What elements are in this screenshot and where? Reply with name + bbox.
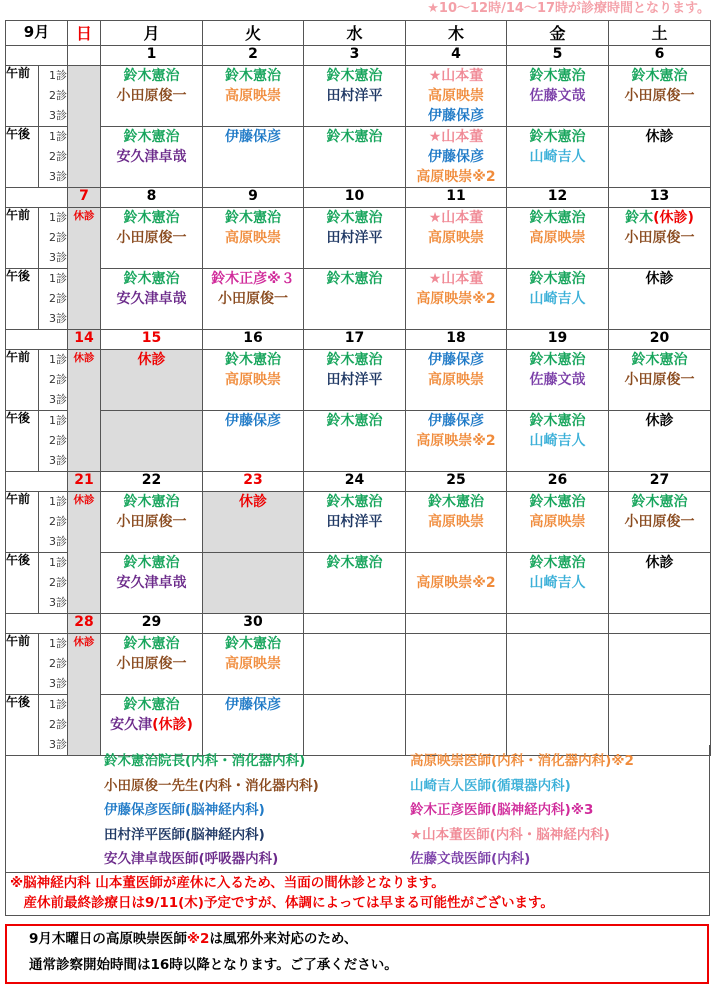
doctor-entry: 田村洋平 xyxy=(326,514,383,530)
schedule-cell-am xyxy=(406,208,507,269)
schedule-cell-am xyxy=(101,208,203,269)
doctor-entry: 鈴木憲治 xyxy=(123,210,180,226)
slot-label: 1診 xyxy=(49,495,67,508)
date-row xyxy=(6,188,711,208)
schedule-cell-am xyxy=(507,350,609,411)
schedule-calendar xyxy=(5,20,711,756)
pm-slot-labels xyxy=(39,127,68,188)
date-cell: 8 xyxy=(101,188,203,208)
notice-line-1 xyxy=(7,926,707,952)
doctor-entry: 鈴木憲治 xyxy=(631,68,688,84)
slot-label: 2診 xyxy=(49,292,67,305)
schedule-cell-pm xyxy=(507,411,609,472)
date-row-label xyxy=(6,46,68,66)
date-row xyxy=(6,330,711,350)
doctor-entry: 鈴木憲治 xyxy=(529,271,586,287)
slot-label: 2診 xyxy=(49,434,67,447)
schedule-cell-am xyxy=(101,350,203,411)
slot-label: 1診 xyxy=(49,130,67,143)
weekday-sun: 日 xyxy=(68,21,101,46)
date-row xyxy=(6,46,711,66)
legend-left-column xyxy=(104,749,319,872)
date-cell: 18 xyxy=(406,330,507,350)
schedule-cell-am xyxy=(203,492,304,553)
date-cell: 29 xyxy=(101,614,203,634)
slot-label: 3診 xyxy=(49,535,67,548)
notice-line-2: 通常診察開始時間は16時以降となります。ご了承ください。 xyxy=(29,957,398,973)
doctor-entry: 鈴木憲治 xyxy=(225,352,281,368)
doctor-entry: ★山本董 xyxy=(428,129,484,145)
maternity-notice-line-1: ※脳神経内科 山本董医師が産休に入るため、当面の間休診となります。 xyxy=(10,875,445,891)
legend-item: 佐藤文哉医師(内科) xyxy=(410,851,531,867)
am-label: 午前 xyxy=(6,66,39,127)
schedule-cell-pm xyxy=(406,269,507,330)
doctor-entry: 鈴木憲治 xyxy=(123,697,180,713)
fever-clinic-notice xyxy=(5,924,709,984)
am-slot-labels xyxy=(39,350,68,411)
pm-row xyxy=(6,127,711,188)
doctor-entry: 伊藤保彦 xyxy=(428,108,484,124)
sunday-closed-cell xyxy=(68,66,101,188)
schedule-cell-am xyxy=(406,492,507,553)
schedule-cell-pm xyxy=(507,553,609,614)
doctor-entry xyxy=(406,553,506,573)
doctor-entry: 鈴木憲治 xyxy=(529,352,586,368)
doctor-entry: 高原映崇※2 xyxy=(416,433,496,449)
slot-label: 1診 xyxy=(49,353,67,366)
date-cell: 24 xyxy=(304,472,406,492)
doctor-entry: 鈴木憲治 xyxy=(326,555,383,571)
doctor-name: 鈴木 xyxy=(625,210,654,226)
doctor-entry: 田村洋平 xyxy=(326,230,383,246)
pm-label: 午後 xyxy=(6,411,39,472)
doctor-entry: 高原映崇 xyxy=(428,514,484,530)
doctor-entry: 鈴木憲治 xyxy=(529,413,586,429)
doctor-entry: 休診 xyxy=(645,413,674,429)
schedule-cell-pm xyxy=(507,127,609,188)
doctor-entry: 山崎吉人 xyxy=(529,291,586,307)
date-cell: 1 xyxy=(101,46,203,66)
date-cell xyxy=(507,614,609,634)
schedule-cell-am xyxy=(406,634,507,695)
slot-label: 1診 xyxy=(49,556,67,569)
doctor-entry: 休診 xyxy=(645,555,674,571)
schedule-cell-am xyxy=(609,208,711,269)
doctor-entry: 鈴木憲治 xyxy=(225,636,281,652)
doctor-entry: 小田原俊一 xyxy=(624,372,695,388)
date-cell: 4 xyxy=(406,46,507,66)
sunday-closed-cell: 休診 xyxy=(68,208,101,330)
legend-item: 高原映崇医師(内科・消化器内科)※2 xyxy=(410,753,634,769)
date-cell xyxy=(304,614,406,634)
slot-label: 2診 xyxy=(49,150,67,163)
schedule-cell-am xyxy=(203,634,304,695)
date-cell: 3 xyxy=(304,46,406,66)
doctor-entry: 鈴木憲治 xyxy=(123,129,180,145)
slot-label: 1診 xyxy=(49,211,67,224)
slot-label: 3診 xyxy=(49,596,67,609)
schedule-cell-am xyxy=(609,66,711,127)
am-row xyxy=(6,634,711,695)
date-cell: 23 xyxy=(203,472,304,492)
doctor-entry: 高原映崇 xyxy=(428,230,484,246)
maternity-notice-line-2: 産休前最終診療日は9/11(木)予定ですが、体調によっては早まる可能性がございます。 xyxy=(10,895,554,911)
schedule-cell-am xyxy=(507,492,609,553)
schedule-cell-am xyxy=(203,66,304,127)
doctor-entry: 伊藤保彦 xyxy=(225,413,281,429)
legend-item: 鈴木正彦医師(脳神経内科)※3 xyxy=(410,802,594,818)
doctor-entry: 高原映崇 xyxy=(225,88,281,104)
date-cell: 11 xyxy=(406,188,507,208)
schedule-cell-pm xyxy=(406,553,507,614)
date-cell: 22 xyxy=(101,472,203,492)
doctor-entry: 鈴木正彦※３ xyxy=(211,271,295,287)
doctor-entry: ★山本董 xyxy=(428,68,484,84)
notice-line-1-mark: ※2 xyxy=(186,931,210,947)
doctor-entry: 鈴木憲治 xyxy=(326,68,383,84)
doctor-entry: 鈴木憲治 xyxy=(326,210,383,226)
schedule-cell-pm xyxy=(406,411,507,472)
doctor-entry: 高原映崇 xyxy=(428,88,484,104)
doctor-entry: 伊藤保彦 xyxy=(225,129,281,145)
sunday-closed-cell: 休診 xyxy=(68,350,101,472)
doctor-entry: 佐藤文哉 xyxy=(529,88,586,104)
doctor-entry: 鈴木憲治 xyxy=(326,413,383,429)
doctor-entry: 鈴木憲治 xyxy=(529,129,586,145)
schedule-cell-pm xyxy=(101,269,203,330)
schedule-cell-am xyxy=(101,66,203,127)
doctor-entry: 山崎吉人 xyxy=(529,575,586,591)
doctor-entry: 山崎吉人 xyxy=(529,433,586,449)
schedule-cell-pm xyxy=(203,553,304,614)
am-row xyxy=(6,208,711,269)
date-cell: 30 xyxy=(203,614,304,634)
doctor-entry: 鈴木憲治 xyxy=(123,636,180,652)
legend-item: 山崎吉人医師(循環器内科) xyxy=(410,777,571,794)
schedule-cell-pm xyxy=(203,269,304,330)
date-row-label xyxy=(6,188,68,208)
sunday-date: 14 xyxy=(68,330,101,350)
schedule-cell-pm xyxy=(609,127,711,188)
slot-label: 2診 xyxy=(49,231,67,244)
doctor-entry: 小田原俊一 xyxy=(116,656,187,672)
pm-row xyxy=(6,411,711,472)
slot-label: 1診 xyxy=(49,637,67,650)
legend-right-column xyxy=(410,749,634,872)
notice-line-1-c: は風邪外来対応のため、 xyxy=(209,931,358,947)
date-row xyxy=(6,614,711,634)
slot-label: 3診 xyxy=(49,109,67,122)
doctor-entry: 小田原俊一 xyxy=(624,230,695,246)
doctor-entry: ★山本董 xyxy=(428,210,484,226)
schedule-cell-am xyxy=(304,634,406,695)
schedule-cell-pm xyxy=(203,127,304,188)
schedule-cell-am xyxy=(507,208,609,269)
month-label: 9月 xyxy=(6,21,68,46)
doctor-entry: 小田原俊一 xyxy=(624,88,695,104)
doctor-entry: 休診 xyxy=(645,271,674,287)
doctor-entry: 高原映崇 xyxy=(225,230,281,246)
date-cell: 12 xyxy=(507,188,609,208)
date-cell: 6 xyxy=(609,46,711,66)
weekday-mon: 月 xyxy=(101,21,203,46)
legend-item: 安久津卓哉医師(呼吸器内科) xyxy=(104,851,279,867)
doctor-entry: 高原映崇 xyxy=(225,656,281,672)
am-label: 午前 xyxy=(6,492,39,553)
doctor-entry: 鈴木憲治 xyxy=(529,68,586,84)
am-row xyxy=(6,66,711,127)
date-cell: 17 xyxy=(304,330,406,350)
doctor-entry: 鈴木憲治 xyxy=(225,210,281,226)
doctor-entry: 鈴木憲治 xyxy=(123,68,180,84)
weekday-tue: 火 xyxy=(203,21,304,46)
sunday-closed-cell: 休診 xyxy=(68,634,101,756)
schedule-cell-pm xyxy=(609,269,711,330)
schedule-cell-am xyxy=(507,66,609,127)
doctor-entry: 伊藤保彦 xyxy=(225,697,281,713)
doctor-entry: 田村洋平 xyxy=(326,372,383,388)
date-cell: 20 xyxy=(609,330,711,350)
doctor-entry: 鈴木憲治 xyxy=(326,129,383,145)
doctor-entry: 鈴木憲治 xyxy=(529,210,586,226)
maternity-leave-notice xyxy=(5,872,710,916)
doctor-entry: 鈴木憲治 xyxy=(123,271,180,287)
slot-label: 2診 xyxy=(49,576,67,589)
pm-row xyxy=(6,269,711,330)
legend-item: ★山本董医師(内科・脳神経内科) xyxy=(410,826,610,843)
doctor-entry: 高原映崇 xyxy=(529,514,586,530)
pm-slot-labels xyxy=(39,411,68,472)
am-row xyxy=(6,492,711,553)
schedule-cell-am xyxy=(406,350,507,411)
am-slot-labels xyxy=(39,492,68,553)
date-cell: 16 xyxy=(203,330,304,350)
date-cell: 26 xyxy=(507,472,609,492)
slot-label: 3診 xyxy=(49,738,67,751)
legend-item: 小田原俊一先生(内科・消化器内科) xyxy=(104,777,319,794)
doctor-entry: 鈴木憲治 xyxy=(123,494,180,510)
am-label: 午前 xyxy=(6,208,39,269)
legend-item: 鈴木憲治院長(内科・消化器内科) xyxy=(104,753,306,769)
pm-slot-labels xyxy=(39,553,68,614)
slot-label: 1診 xyxy=(49,698,67,711)
doctor-name: 安久津 xyxy=(110,717,153,733)
schedule-cell-am xyxy=(609,350,711,411)
date-cell: 10 xyxy=(304,188,406,208)
schedule-cell-pm xyxy=(304,553,406,614)
date-cell xyxy=(609,614,711,634)
pm-label: 午後 xyxy=(6,269,39,330)
date-row-label xyxy=(6,472,68,492)
schedule-cell-am xyxy=(304,350,406,411)
am-slot-labels xyxy=(39,634,68,695)
sunday-closed-cell: 休診 xyxy=(68,492,101,614)
date-cell: 27 xyxy=(609,472,711,492)
doctor-entry: 鈴木憲治 xyxy=(326,352,383,368)
doctor-entry: 高原映崇 xyxy=(428,372,484,388)
slot-label: 3診 xyxy=(49,677,67,690)
am-row xyxy=(6,350,711,411)
doctor-entry: 伊藤保彦 xyxy=(428,413,484,429)
am-label: 午前 xyxy=(6,634,39,695)
schedule-cell-am xyxy=(304,66,406,127)
date-row-label xyxy=(6,614,68,634)
doctor-entry: 休診 xyxy=(137,352,166,368)
doctor-entry: 高原映崇※2 xyxy=(416,291,496,307)
schedule-cell-am xyxy=(609,634,711,695)
doctor-entry: 安久津卓哉 xyxy=(116,575,187,591)
doctor-entry: 高原映崇 xyxy=(225,372,281,388)
doctor-entry: 佐藤文哉 xyxy=(529,372,586,388)
sunday-date: 28 xyxy=(68,614,101,634)
schedule-cell-am xyxy=(203,350,304,411)
slot-label: 3診 xyxy=(49,170,67,183)
doctor-entry: 鈴木憲治 xyxy=(225,68,281,84)
date-cell: 2 xyxy=(203,46,304,66)
slot-label: 3診 xyxy=(49,251,67,264)
slot-label: 2診 xyxy=(49,718,67,731)
date-cell: 19 xyxy=(507,330,609,350)
weekday-fri: 金 xyxy=(507,21,609,46)
schedule-cell-pm xyxy=(101,127,203,188)
weekday-header xyxy=(6,21,711,46)
doctor-entry: 小田原俊一 xyxy=(218,291,288,307)
date-cell xyxy=(406,614,507,634)
doctor-entry: 小田原俊一 xyxy=(116,514,187,530)
schedule-cell-pm xyxy=(101,411,203,472)
clinic-hours-note: ★10～12時/14～17時が診療時間となります。 xyxy=(427,1,710,16)
doctor-entry: 休診 xyxy=(239,494,267,510)
schedule-cell-pm xyxy=(507,269,609,330)
schedule-cell-am xyxy=(101,492,203,553)
doctor-entry: 安久津卓哉 xyxy=(116,149,187,165)
doctor-entry: 休診 xyxy=(645,129,674,145)
schedule-cell-am xyxy=(507,634,609,695)
weekday-sat: 土 xyxy=(609,21,711,46)
legend-item: 伊藤保彦医師(脳神経内科) xyxy=(104,802,265,818)
sunday-date xyxy=(68,46,101,66)
slot-label: 2診 xyxy=(49,515,67,528)
schedule-cell-pm xyxy=(609,411,711,472)
date-cell: 25 xyxy=(406,472,507,492)
schedule-cell-pm xyxy=(406,127,507,188)
pm-row xyxy=(6,553,711,614)
slot-label: 3診 xyxy=(49,454,67,467)
schedule-cell-am xyxy=(304,492,406,553)
doctor-legend xyxy=(5,745,710,873)
pm-slot-labels xyxy=(39,269,68,330)
schedule-cell-am xyxy=(203,208,304,269)
schedule-cell-pm xyxy=(101,553,203,614)
date-cell: 5 xyxy=(507,46,609,66)
doctor-entry: 鈴木憲治 xyxy=(529,494,586,510)
schedule-cell-am xyxy=(304,208,406,269)
am-slot-labels xyxy=(39,66,68,127)
slot-label: 3診 xyxy=(49,393,67,406)
date-row-label xyxy=(6,330,68,350)
date-cell: 15 xyxy=(101,330,203,350)
slot-label: 1診 xyxy=(49,414,67,427)
doctor-entry xyxy=(609,208,710,228)
date-row xyxy=(6,472,711,492)
doctor-entry: ★山本董 xyxy=(428,271,484,287)
schedule-cell-pm xyxy=(304,269,406,330)
closed-mark: (休診) xyxy=(152,717,193,733)
doctor-entry: 小田原俊一 xyxy=(624,514,695,530)
doctor-entry: 小田原俊一 xyxy=(116,230,187,246)
doctor-entry: 田村洋平 xyxy=(326,88,383,104)
doctor-entry: 高原映崇 xyxy=(529,230,586,246)
doctor-entry: 鈴木憲治 xyxy=(123,555,180,571)
doctor-entry: 小田原俊一 xyxy=(116,88,187,104)
slot-label: 3診 xyxy=(49,312,67,325)
doctor-entry: 高原映崇※2 xyxy=(416,169,496,185)
pm-label: 午後 xyxy=(6,127,39,188)
sunday-date: 7 xyxy=(68,188,101,208)
doctor-entry: 鈴木憲治 xyxy=(631,352,688,368)
closed-mark: (休診) xyxy=(653,210,694,226)
doctor-entry: 鈴木憲治 xyxy=(529,555,586,571)
weekday-wed: 水 xyxy=(304,21,406,46)
doctor-entry xyxy=(101,715,202,735)
doctor-entry: 山崎吉人 xyxy=(529,149,586,165)
slot-label: 1診 xyxy=(49,69,67,82)
legend-item: 田村洋平医師(脳神経内科) xyxy=(104,826,265,843)
notice-line-1-a: 9月木曜日の高原映崇医師 xyxy=(29,931,187,947)
slot-label: 2診 xyxy=(49,373,67,386)
doctor-entry: 高原映崇※2 xyxy=(416,575,496,591)
doctor-entry: 安久津卓哉 xyxy=(116,291,187,307)
slot-label: 2診 xyxy=(49,657,67,670)
slot-label: 2診 xyxy=(49,89,67,102)
doctor-entry: 鈴木憲治 xyxy=(326,494,383,510)
doctor-entry: 鈴木憲治 xyxy=(631,494,688,510)
am-label: 午前 xyxy=(6,350,39,411)
date-cell: 9 xyxy=(203,188,304,208)
date-cell: 13 xyxy=(609,188,711,208)
schedule-cell-pm xyxy=(304,127,406,188)
doctor-entry: 伊藤保彦 xyxy=(428,352,484,368)
weekday-thu: 木 xyxy=(406,21,507,46)
am-slot-labels xyxy=(39,208,68,269)
schedule-cell-pm xyxy=(609,553,711,614)
schedule-cell-am xyxy=(609,492,711,553)
doctor-entry: 伊藤保彦 xyxy=(428,149,484,165)
schedule-cell-pm xyxy=(304,411,406,472)
schedule-cell-am xyxy=(406,66,507,127)
slot-label: 1診 xyxy=(49,272,67,285)
pm-label: 午後 xyxy=(6,695,39,756)
sunday-date: 21 xyxy=(68,472,101,492)
doctor-entry: 鈴木憲治 xyxy=(326,271,383,287)
schedule-cell-am xyxy=(101,634,203,695)
pm-label: 午後 xyxy=(6,553,39,614)
doctor-entry: 鈴木憲治 xyxy=(428,494,484,510)
schedule-cell-pm xyxy=(203,411,304,472)
